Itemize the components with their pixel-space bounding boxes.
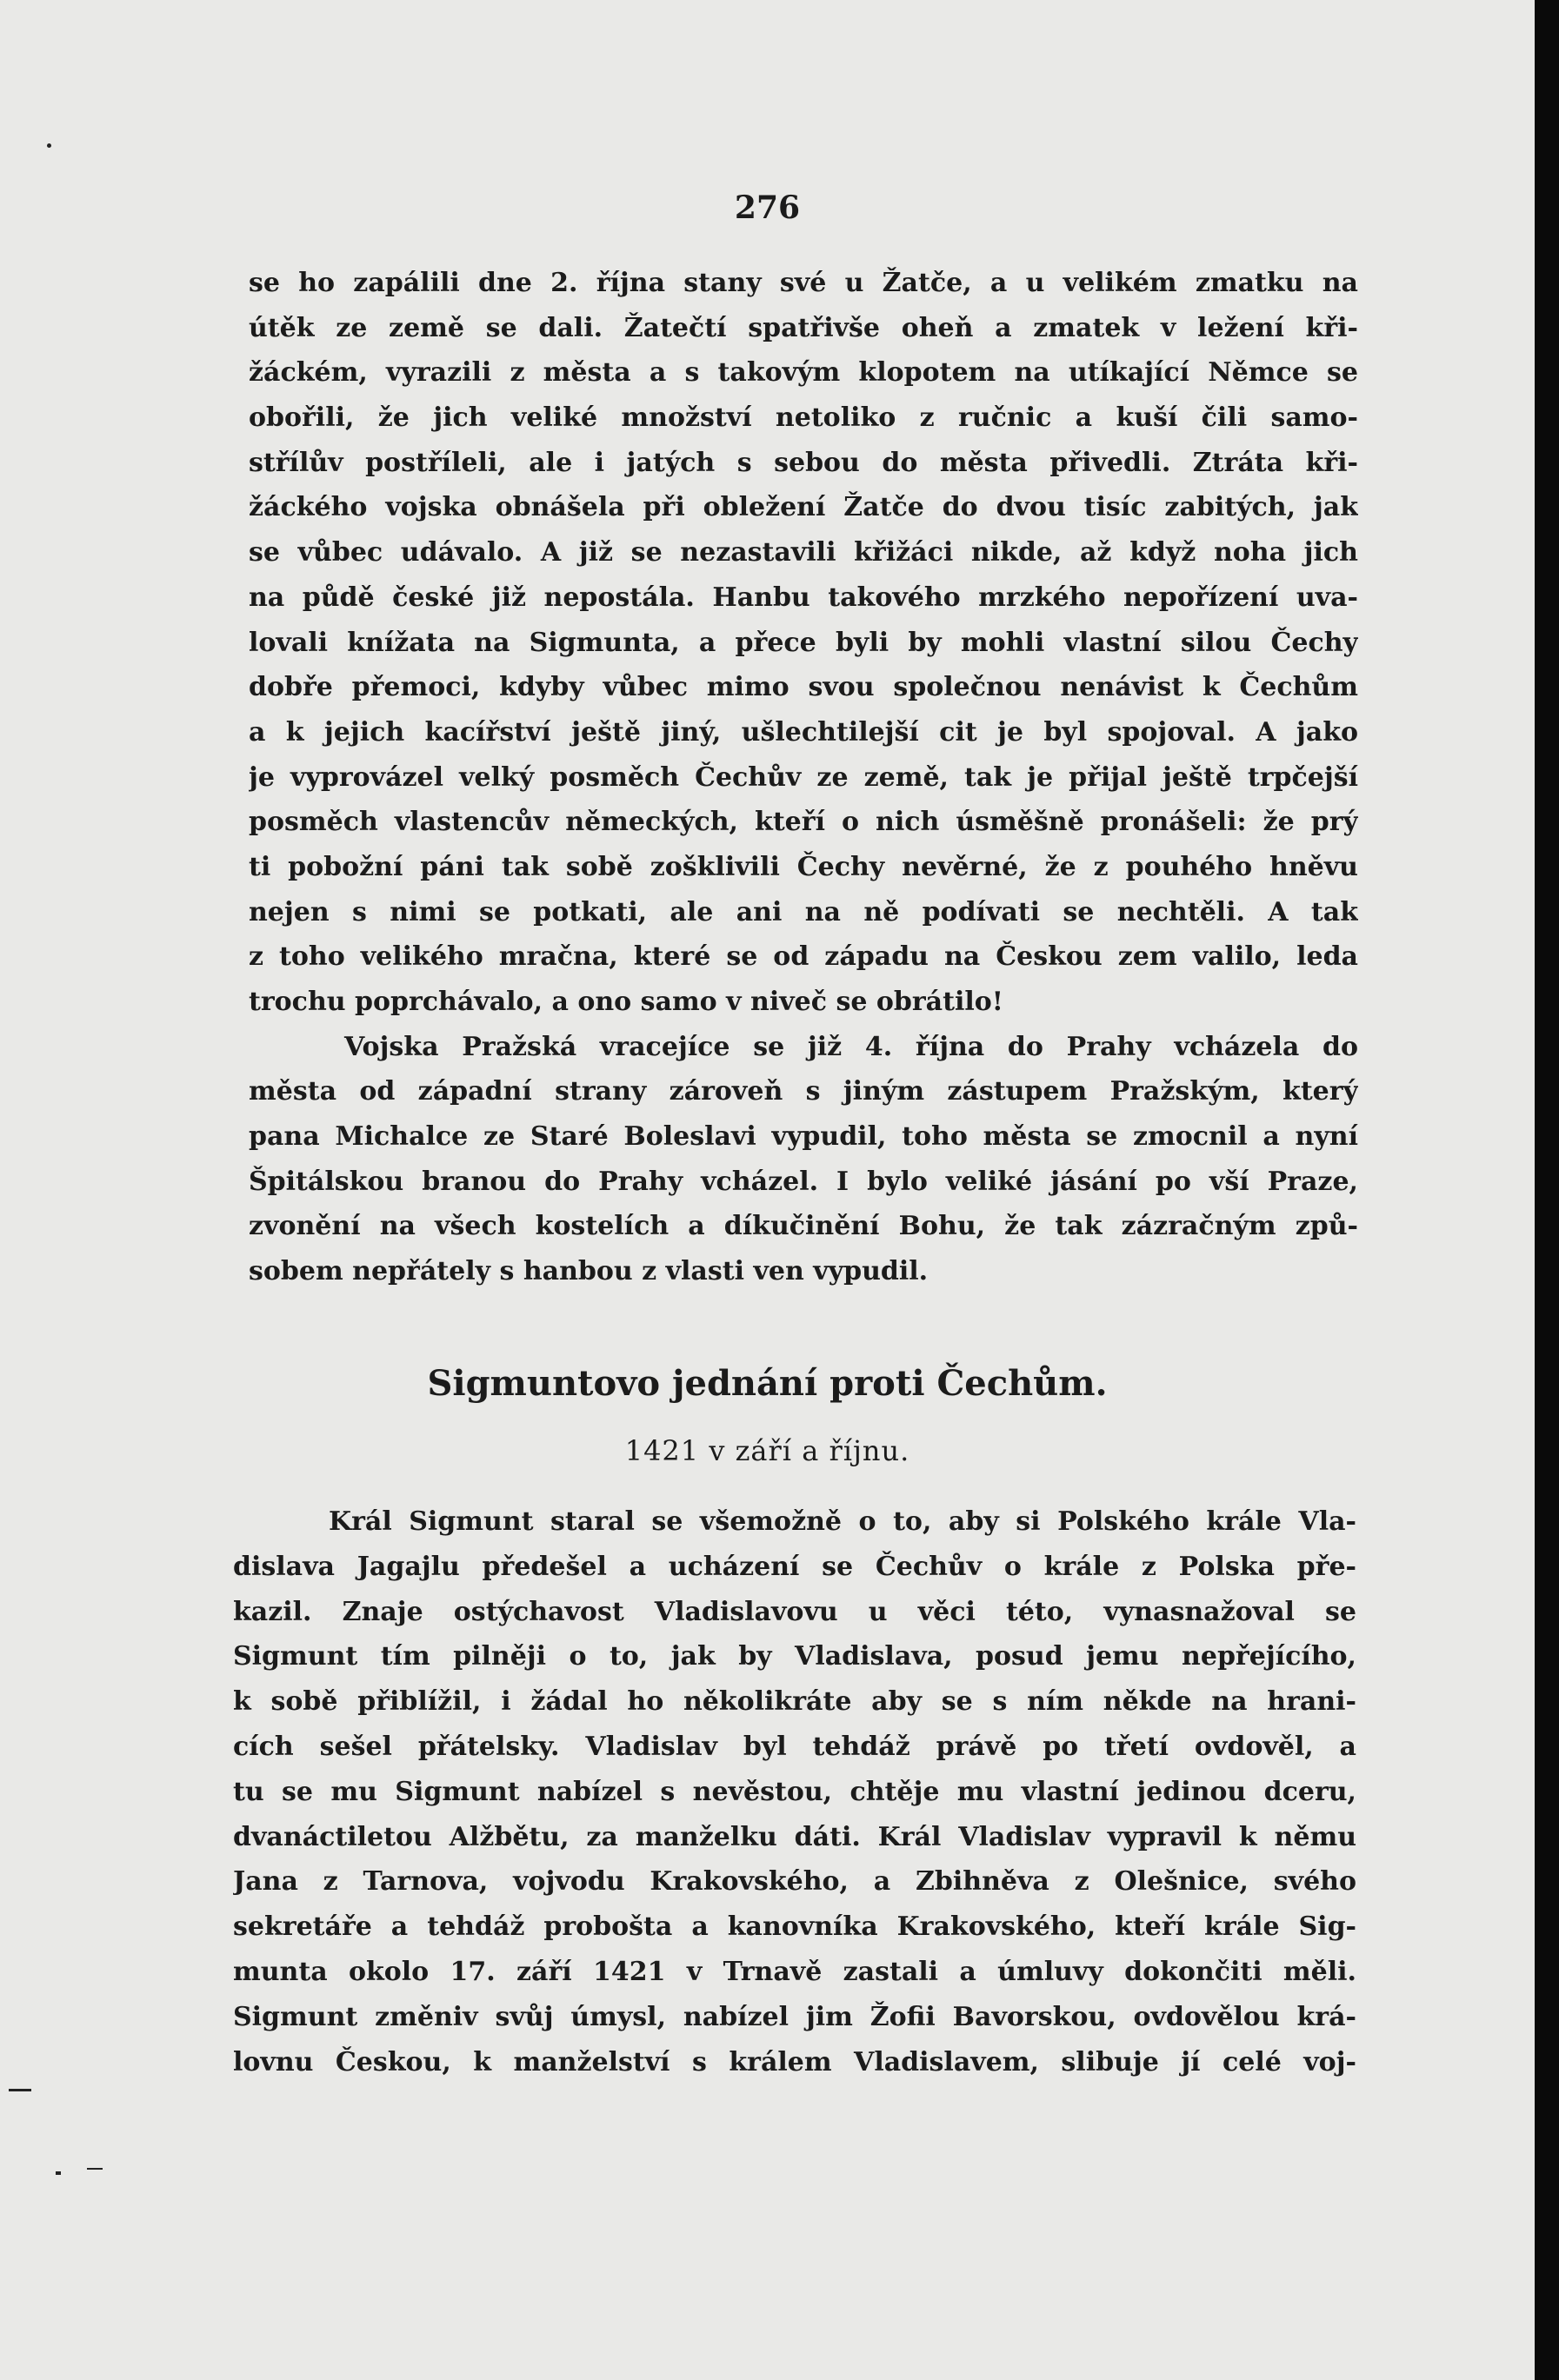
- text-line: a k jejich kacířství ještě jiný, ušlechtilejší cit je byl spojoval. A jako: [249, 716, 1358, 748]
- text-line: Jana z Tarnova, vojvodu Krakovského, a Zbihněva z Olešnice, svého: [233, 1866, 1356, 1898]
- text-line: nejen s nimi se potkati, ale ani na ně podívati se nechtěli. A tak: [249, 896, 1358, 927]
- text-line: na půdě české již nepostála. Hanbu takového mrzkého nepořízení uva-: [249, 582, 1358, 613]
- body-text: [249, 261, 1358, 1294]
- text-line: k sobě přiblížil, i žádal ho několikráte aby se s ním někde na hrani-: [233, 1686, 1356, 1718]
- text-line: je vyprovázel velký posměch Čechův ze země, tak je přijal ještě trpčejší: [249, 761, 1358, 793]
- text-line: Vojska Pražská vracejíce se již 4. října do Prahy vcházela do: [344, 1031, 1358, 1062]
- text-line: kazil. Znaje ostýchavost Vladislavovu u věci této, vynasnažoval se: [233, 1596, 1356, 1627]
- text-line: dislava Jagajlu předešel a ucházení se Čechův o krále z Polska pře-: [233, 1551, 1356, 1582]
- text-line: Špitálskou branou do Prahy vcházel. I bylo veliké jásání po vší Praze,: [249, 1166, 1358, 1197]
- scan-mark: [47, 143, 51, 148]
- text-line: pana Michalce ze Staré Boleslavi vypudil, toho města se zmocnil a nyní: [249, 1121, 1358, 1153]
- text-line: Sigmunt tím pilněji o to, jak by Vladislava, posud jemu nepřejícího,: [233, 1641, 1356, 1672]
- body-text-2: [233, 1499, 1356, 2084]
- text-line: útěk ze země se dali. Žatečtí spatřivše oheň a zmatek v ležení kři-: [249, 312, 1358, 343]
- text-line: lovali knížata na Sigmunta, a přece byli by mohli vlastní silou Čechy: [249, 627, 1358, 658]
- scan-mark: [9, 2089, 31, 2091]
- text-line: z toho velikého mračna, které se od západu na Českou zem valilo, leda: [249, 941, 1358, 973]
- scan-mark: [56, 2171, 61, 2175]
- text-line: sobem nepřátely s hanbou z vlasti ven vypudil.: [249, 1256, 929, 1287]
- text-line: města od západní strany zároveň s jiným zástupem Pražským, který: [249, 1076, 1358, 1107]
- text-line: se vůbec udávalo. A již se nezastavili křižáci nikde, až když noha jich: [249, 537, 1358, 568]
- text-line: žáckého vojska obnášela při obležení Žatče do dvou tisíc zabitých, jak: [249, 492, 1358, 523]
- scan-mark: [87, 2168, 103, 2170]
- text-line: posměch vlastencův německých, kteří o nich úsměšně pronášeli: že prý: [249, 807, 1358, 838]
- text-line: munta okolo 17. září 1421 v Trnavě zastali a úmluvy dokončiti měli.: [233, 1956, 1356, 1987]
- section-subheading: 1421 v září a říjnu.: [624, 1434, 910, 1467]
- text-line: dobře přemoci, kdyby vůbec mimo svou společnou nenávist k Čechům: [249, 672, 1358, 703]
- text-line: střílův postříleli, ale i jatých s sebou do města přivedli. Ztráta kři-: [249, 447, 1358, 478]
- text-line: sekretáře a tehdáž probošta a kanovníka Krakovského, kteří krále Sig-: [233, 1911, 1356, 1943]
- text-line: se ho zapálili dne 2. října stany své u Žatče, a u velikém zmatku na: [249, 268, 1358, 298]
- section-heading: Sigmuntovo jednání proti Čechům.: [427, 1363, 1108, 1404]
- page-number: 276: [734, 189, 801, 226]
- text-line: Král Sigmunt staral se všemožně o to, aby si Polského krále Vla-: [329, 1506, 1356, 1537]
- text-line: ti pobožní páni tak sobě zošklivili Čechy nevěrné, že z pouhého hněvu: [249, 851, 1358, 882]
- text-line: tu se mu Sigmunt nabízel s nevěstou, chtěje mu vlastní jedinou dceru,: [233, 1776, 1356, 1807]
- text-line: trochu poprchávalo, a ono samo v niveč se obrátilo!: [249, 987, 1003, 1017]
- text-line: dvanáctiletou Alžbětu, za manželku dáti. Král Vladislav vypravil k němu: [233, 1821, 1356, 1852]
- text-line: lovnu Českou, k manželství s králem Vladislavem, slibuje jí celé voj-: [233, 2046, 1356, 2078]
- text-line: zvonění na všech kostelích a díkučinění Bohu, že tak zázračným způ-: [249, 1211, 1358, 1242]
- text-line: cích sešel přátelsky. Vladislav byl tehdáž právě po třetí ovdověl, a: [233, 1731, 1356, 1762]
- text-line: žáckém, vyrazili z města a s takovým klopotem na utíkající Němce se: [249, 357, 1358, 389]
- text-line: obořili, že jich veliké množství netoliko z ručnic a kuší čili samo-: [249, 402, 1358, 434]
- text-line: Sigmunt změniv svůj úmysl, nabízel jim Žofii Bavorskou, ovdovělou krá-: [233, 2001, 1356, 2032]
